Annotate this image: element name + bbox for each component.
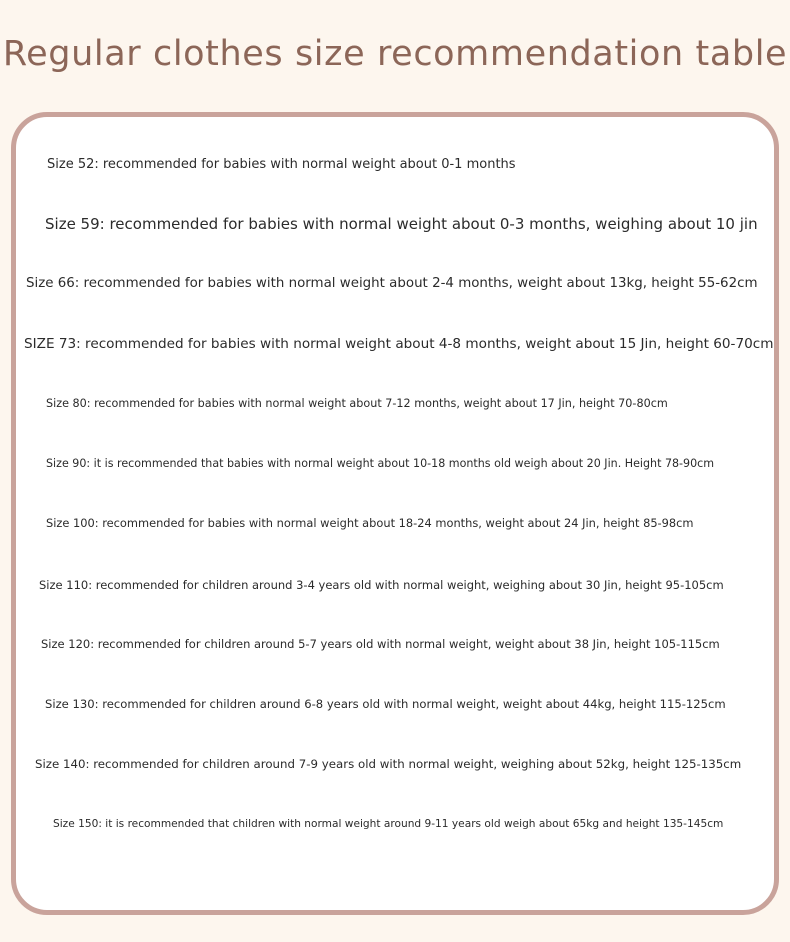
size-row-140: Size 140: recommended for children around 7-9 years old with normal weight, weighing about 52kg, height 125-135cm — [35, 757, 742, 771]
size-row-59: Size 59: recommended for babies with normal weight about 0-3 months, weighing about 10 jin — [45, 215, 758, 233]
size-row-130: Size 130: recommended for children around 6-8 years old with normal weight, weight about 44kg, height 115-125cm — [45, 697, 726, 711]
size-row-90: Size 90: it is recommended that babies with normal weight about 10-18 months old weigh about 20 Jin. Height 78-90cm — [46, 457, 715, 470]
size-row-100: Size 100: recommended for babies with normal weight about 18-24 months, weight about 24 Jin, height 85-98cm — [46, 516, 694, 530]
size-row-73: SIZE 73: recommended for babies with normal weight about 4-8 months, weight about 15 Jin, height 60-70cm — [24, 336, 774, 352]
size-row-150: Size 150: it is recommended that children with normal weight around 9-11 years old weigh about 65kg and height 135-145cm — [53, 818, 724, 830]
size-row-80: Size 80: recommended for babies with normal weight about 7-12 months, weight about 17 Jin, height 70-80cm — [46, 397, 668, 410]
size-row-66: Size 66: recommended for babies with normal weight about 2-4 months, weight about 13kg, height 55-62cm — [26, 276, 758, 291]
size-row-52: Size 52: recommended for babies with normal weight about 0-1 months — [47, 157, 516, 172]
page-title: Regular clothes size recommendation table — [2, 34, 788, 74]
size-table-card — [11, 112, 779, 915]
size-row-120: Size 120: recommended for children around 5-7 years old with normal weight, weight about 38 Jin, height 105-115cm — [41, 637, 720, 651]
size-row-110: Size 110: recommended for children around 3-4 years old with normal weight, weighing about 30 Jin, height 95-105cm — [39, 578, 724, 592]
